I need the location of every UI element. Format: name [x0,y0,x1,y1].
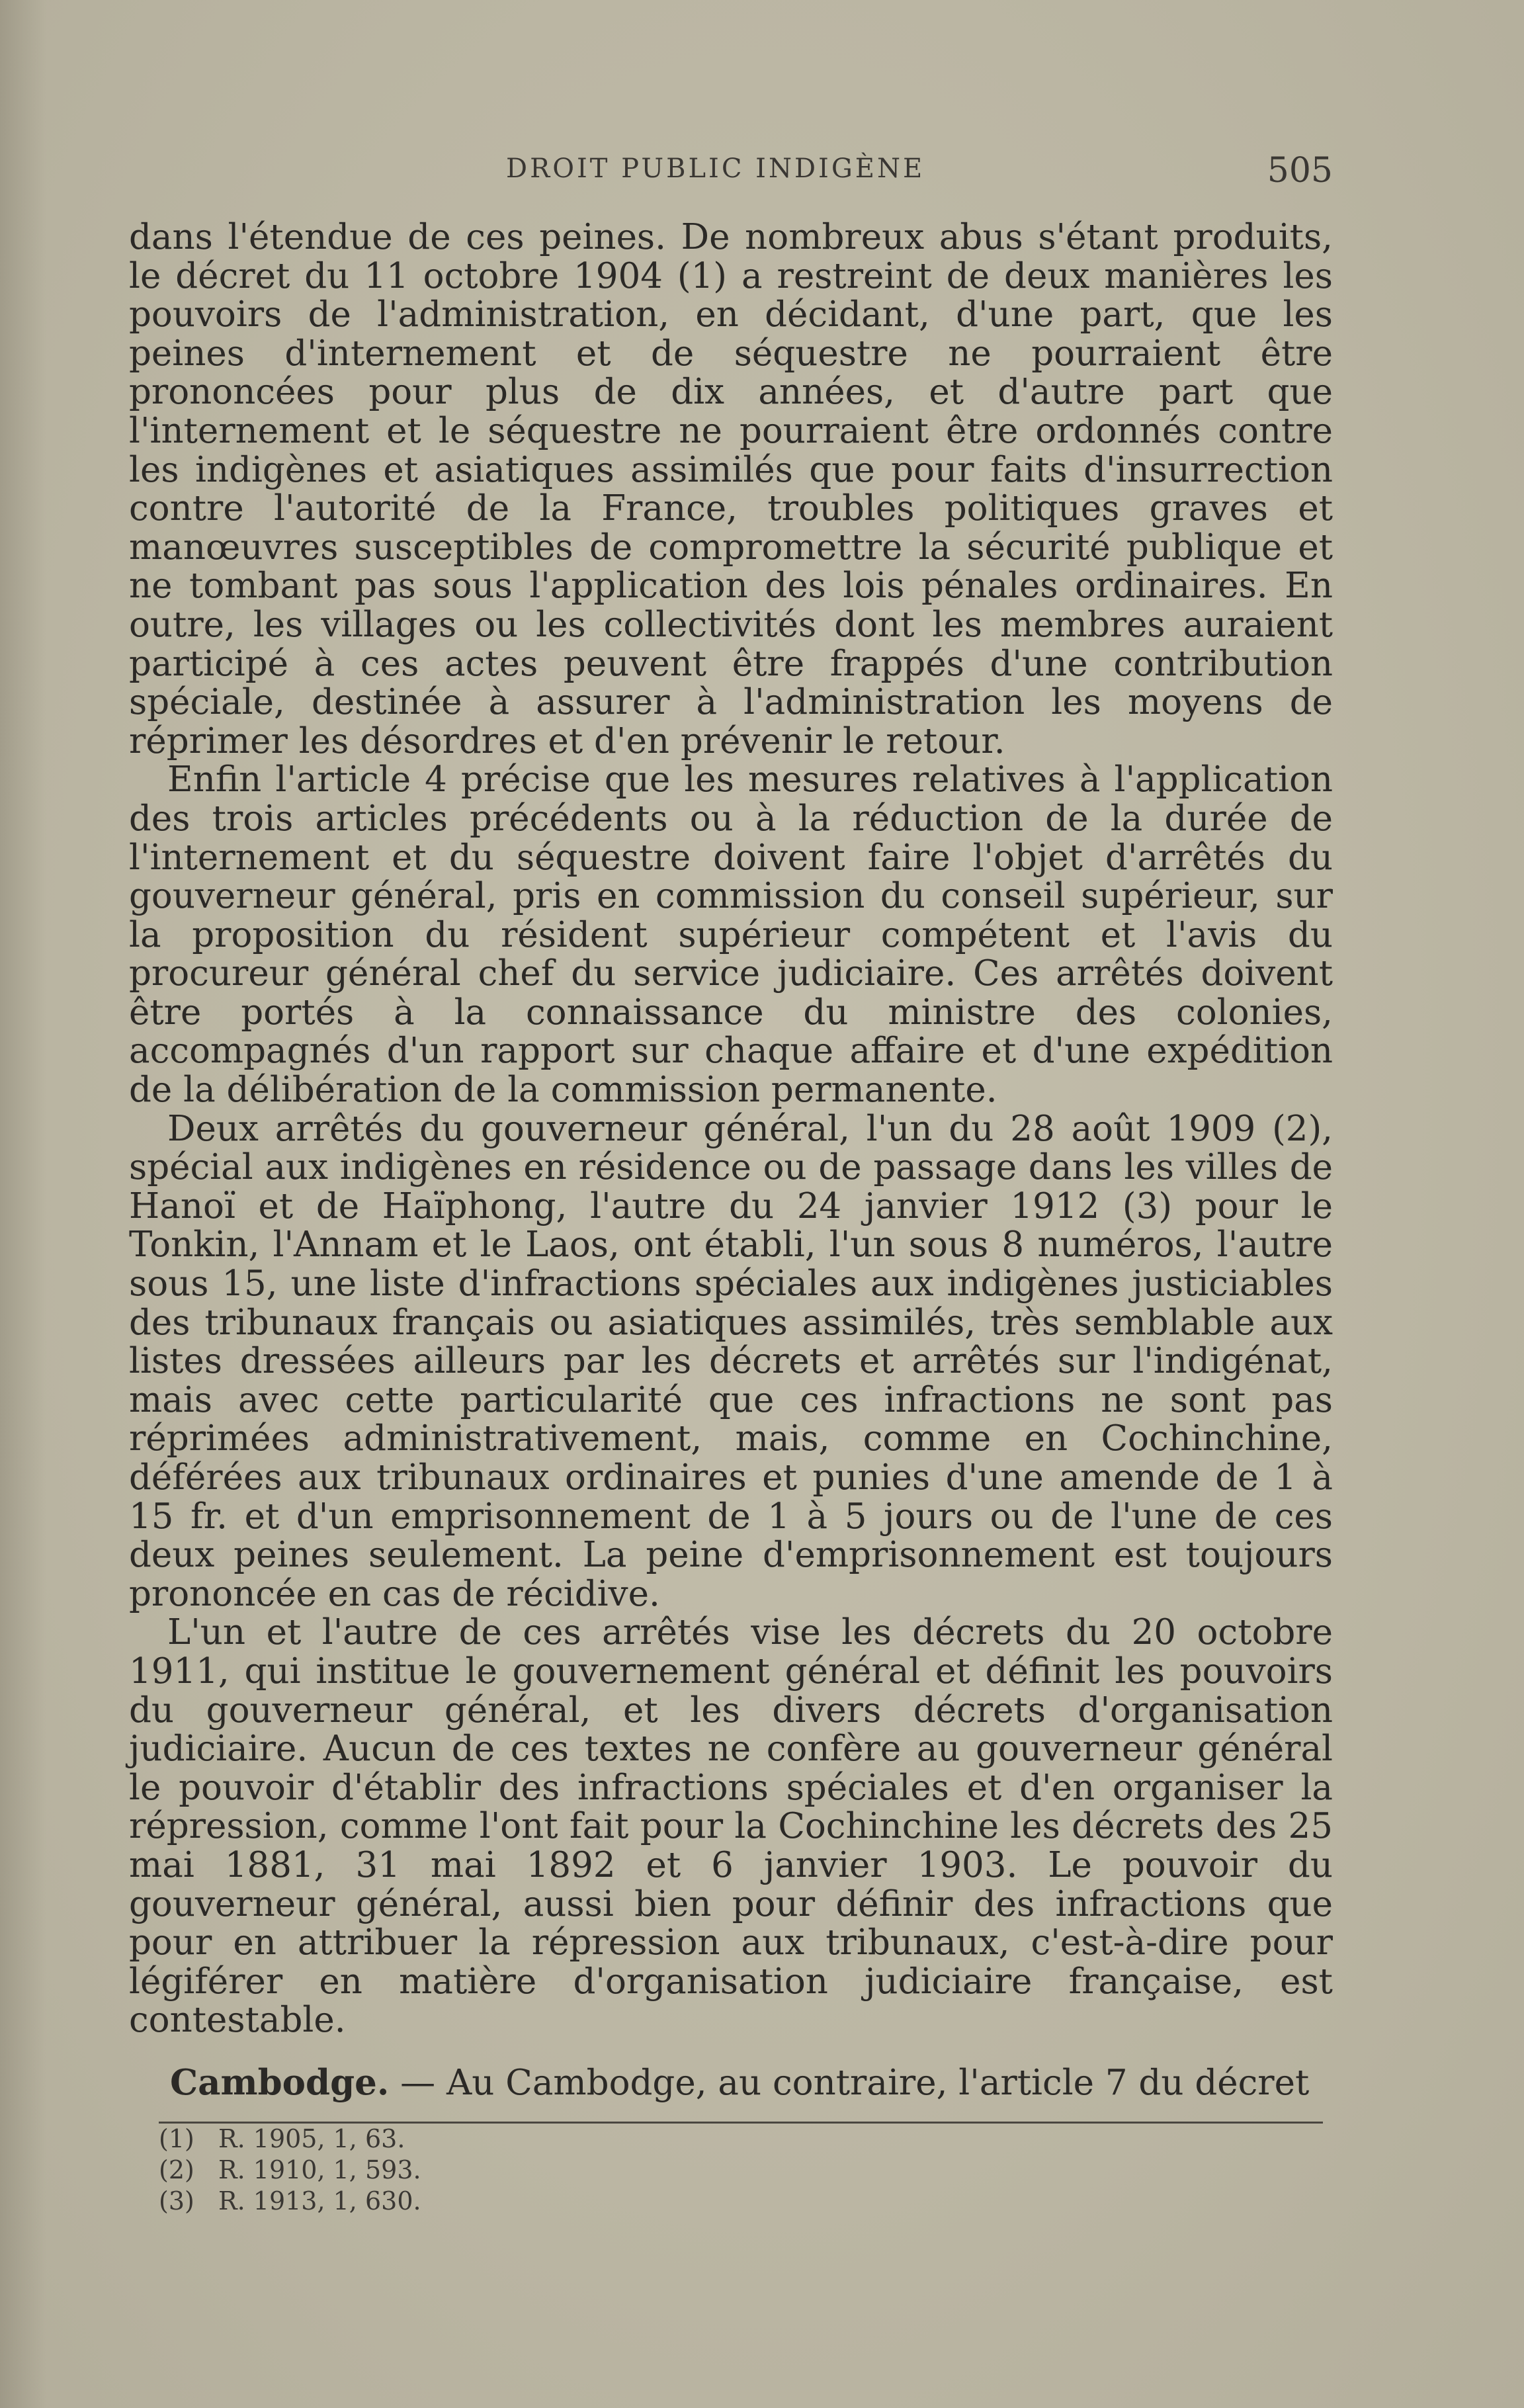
footnote [159,2155,952,2186]
footnote-mark: (1) [159,2124,194,2153]
running-title: DROIT PUBLIC INDIGÈNE [506,153,925,184]
section-cambodge [129,2063,1333,2103]
paragraph: dans l'étendue de ces peines. De nombreux abus s'étant produits, le décret du 11 octobre 1904 (1) a restreint de deux manières les pouvoirs de l'administration, en décidant, d'une part, que les peines d'internement et de séquestre ne pourraient être prononcées pour plus de dix années, et d'autre part que l'internement et le séquestre ne pourraient être ordonnés contre les indigènes et asiatiques assimilés que pour faits d'insurrection contre l'autorité de la France, troubles politiques graves et manœuvres susceptibles de compromettre la sécurité publique et ne tombant pas sous l'application des lois pénales ordinaires. En outre, les villages ou les collectivités dont les membres auraient participé à ces actes peuvent être frappés d'une contribution spéciale, destinée à assurer à l'administration les moyens de réprimer les désordres et d'en prévenir le retour. [129,217,1333,761]
footnote-text: R. 1905, 1, 63. [218,2124,405,2153]
page-number: 505 [1267,151,1333,191]
footnote-text: R. 1910, 1, 593. [218,2155,421,2184]
running-head [129,153,1333,200]
section-heading: Cambodge. [170,2062,390,2103]
paragraph: Deux arrêtés du gouverneur général, l'un du 28 août 1909 (2), spécial aux indigènes en résidence ou de passage dans les villes de Hanoï et de Haïphong, l'autre du 24 janvier 1912 (3) pour le Tonkin, l'Annam et le Laos, ont établi, l'un sous 8 numéros, l'autre sous 15, une liste d'infractions spéciales aux indigènes justiciables des tribunaux français ou asiatiques assimilés, très semblable aux listes dressées ailleurs par les décrets et arrêtés sur l'indigénat, mais avec cette particularité que ces infractions ne sont pas réprimées administrativement, mais, comme en Cochinchine, déférées aux tribunaux ordinaires et punies d'une amende de 1 à 15 fr. et d'un emprisonnement de 1 à 5 jours ou de l'une de ces deux peines seulement. La peine d'emprisonnement est toujours prononcée en cas de récidive. [129,1108,1333,1614]
footnotes [159,2124,952,2217]
section-text: — Au Cambodge, au contraire, l'article 7 du décret [389,2063,1310,2103]
footnote-text: R. 1913, 1, 630. [218,2186,421,2215]
paragraph: L'un et l'autre de ces arrêtés vise les décrets du 20 octobre 1911, qui institue le gouvernement général et définit les pouvoirs du gouverneur général, et les divers décrets d'organisation judiciaire. Aucun de ces textes ne confère au gouverneur général le pouvoir d'établir des infractions spéciales et d'en organiser la répression, comme l'ont fait pour la Cochinchine les décrets des 25 mai 1881, 31 mai 1892 et 6 janvier 1903. Le pouvoir du gouverneur général, aussi bien pour définir des infractions que pour en attribuer la répression aux tribunaux, c'est-à-dire pour légiférer en matière d'organisation judiciaire française, est contestable. [129,1612,1333,2041]
footnote-mark: (3) [159,2186,194,2215]
footnote-mark: (2) [159,2155,194,2184]
footnote [159,2186,952,2217]
paragraph: Enfin l'article 4 précise que les mesures relatives à l'application des trois articles précédents ou à la réduction de la durée de l'internement et du séquestre doivent faire l'objet d'arrêtés du gouverneur général, pris en commission du conseil supérieur, sur la proposition du résident supérieur compétent et l'avis du procureur général chef du service judiciaire. Ces arrêtés doivent être portés à la connaissance du ministre des colonies, accompagnés d'un rapport sur chaque affaire et d'une expédition de la délibération de la commission permanente. [129,759,1333,1111]
body-text [129,218,1333,2040]
page-gutter-shadow [0,0,46,2408]
footnote [159,2124,952,2155]
